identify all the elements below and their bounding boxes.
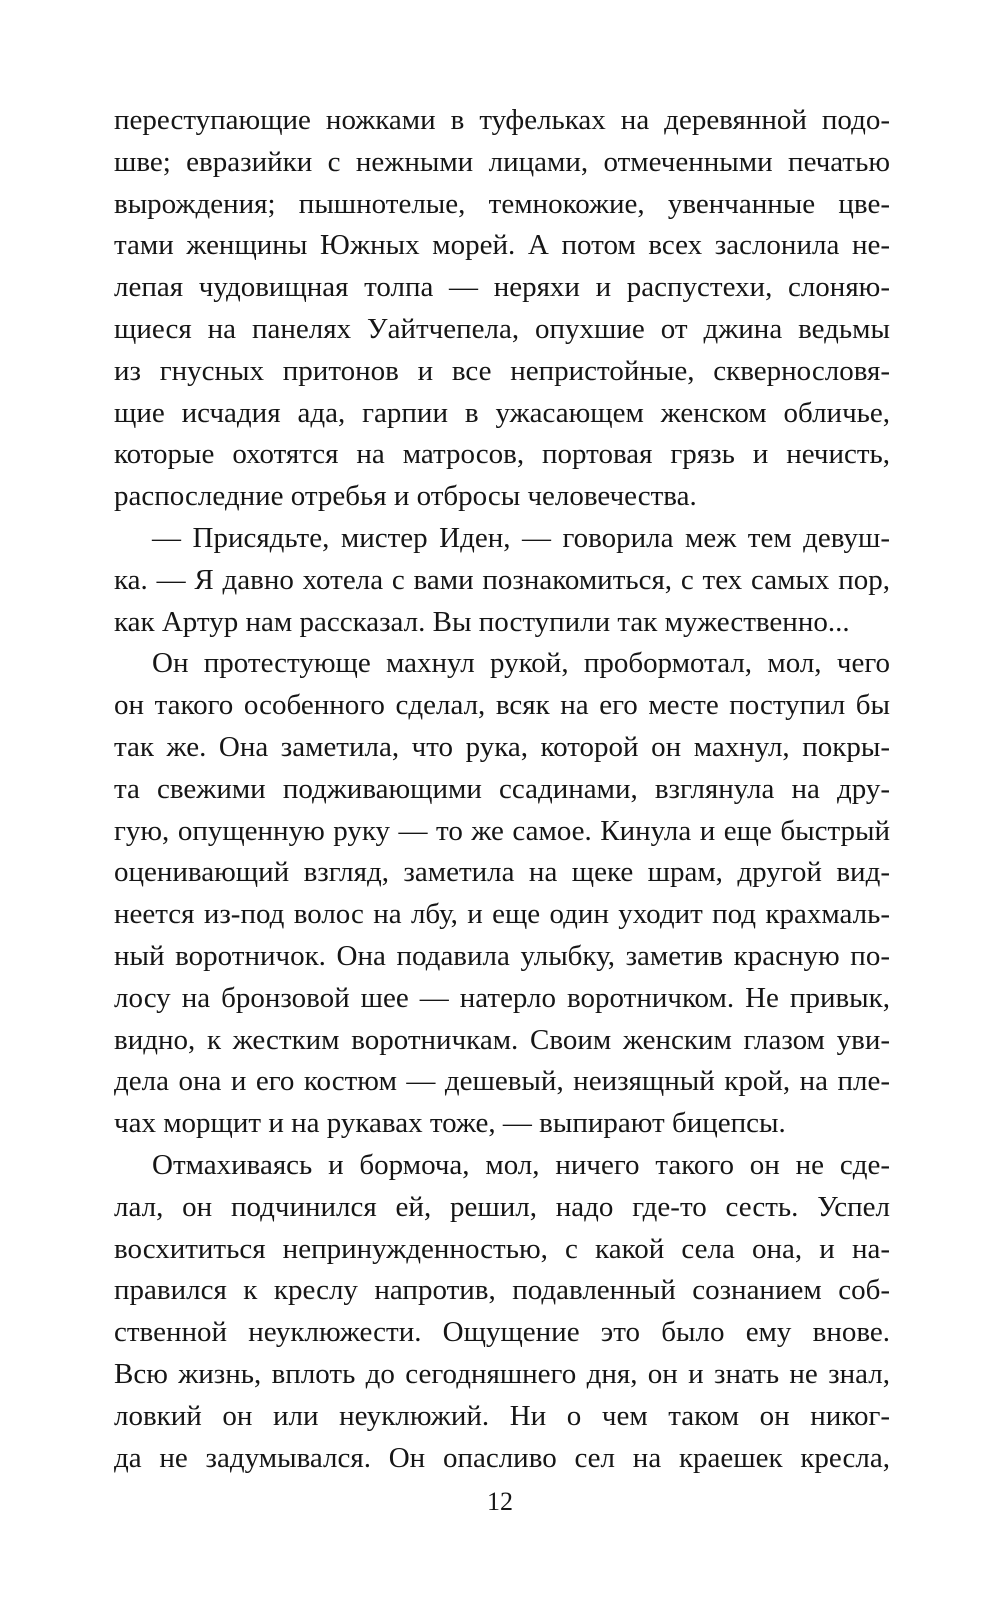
text-line: ловкий он или неуклюжий. Ни о чем таком он никог- xyxy=(114,1399,890,1432)
text-line: он такого особенного сделал, всяк на его месте поступил бы xyxy=(114,689,890,722)
text-line: шве; евразийки с нежными лицами, отмеченными печатью xyxy=(114,145,890,178)
text-line: ный воротничок. Она подавила улыбку, заметив красную по- xyxy=(114,939,890,972)
text-line: Всю жизнь, вплоть до сегодняшнего дня, он и знать не знал, xyxy=(114,1357,890,1390)
text-line: так же. Она заметила, что рука, которой он махнул, покры- xyxy=(114,730,890,763)
text-line: видно, к жестким воротничкам. Своим женским глазом уви- xyxy=(114,1023,890,1056)
text-line: лосу на бронзовой шее — натерло воротничком. Не привык, xyxy=(114,981,890,1014)
text-line: та свежими подживающими ссадинами, взглянула на дру- xyxy=(114,772,890,805)
text-line: оценивающий взгляд, заметила на щеке шрам, другой вид- xyxy=(114,856,890,889)
text-line: вырождения; пышнотелые, темнокожие, увенчанные цве- xyxy=(114,187,890,220)
text-line-paragraph-end: распоследние отребья и отбросы человечества. xyxy=(114,480,697,513)
text-line: да не задумывался. Он опасливо сел на краешек кресла, xyxy=(114,1441,890,1474)
text-line: ственной неуклюжести. Ощущение это было ему внове. xyxy=(114,1316,890,1349)
text-line: лепая чудовищная толпа — неряхи и распустехи, слоняю- xyxy=(114,271,890,304)
text-line: ка. — Я давно хотела с вами познакомиться, с тех самых пор, xyxy=(114,563,890,596)
text-line: переступающие ножками в туфельках на деревянной подо- xyxy=(114,104,890,136)
text-line: дела она и его костюм — дешевый, неизящный крой, на пле- xyxy=(114,1065,890,1098)
body-text xyxy=(114,100,890,1479)
text-line: из гнусных притонов и все непристойные, сквернословя- xyxy=(114,354,890,387)
text-line-paragraph-start: Отмахиваясь и бормоча, мол, ничего такого он не сде- xyxy=(152,1148,890,1181)
text-line-paragraph-start: — Присядьте, мистер Иден, — говорила меж тем девуш- xyxy=(152,521,890,554)
text-line-paragraph-end: как Артур нам рассказал. Вы поступили так мужественно... xyxy=(114,605,850,638)
text-line-paragraph-end: чах морщит и на рукавах тоже, — выпирают бицепсы. xyxy=(114,1107,786,1140)
text-line: тами женщины Южных морей. А потом всех заслонила не- xyxy=(114,229,890,262)
page-number: 12 xyxy=(487,1487,513,1516)
text-line: щие исчадия ада, гарпии в ужасающем женском обличье, xyxy=(114,396,890,429)
text-line-paragraph-start: Он протестующе махнул рукой, пробормотал, мол, чего xyxy=(152,647,890,680)
text-line: лал, он подчинился ей, решил, надо где-то сесть. Успел xyxy=(114,1190,890,1223)
text-line: щиеся на панелях Уайтчепела, опухшие от джина ведьмы xyxy=(114,312,890,345)
text-line: гую, опущенную руку — то же самое. Кинула и еще быстрый xyxy=(114,814,890,847)
text-line: неется из-под волос на лбу, и еще один уходит под крахмаль- xyxy=(114,898,890,931)
text-line: правился к креслу напротив, подавленный сознанием соб- xyxy=(114,1274,890,1307)
text-line: восхититься непринужденностью, с какой села она, и на- xyxy=(114,1232,890,1265)
text-line: которые охотятся на матросов, портовая грязь и нечисть, xyxy=(114,438,890,471)
